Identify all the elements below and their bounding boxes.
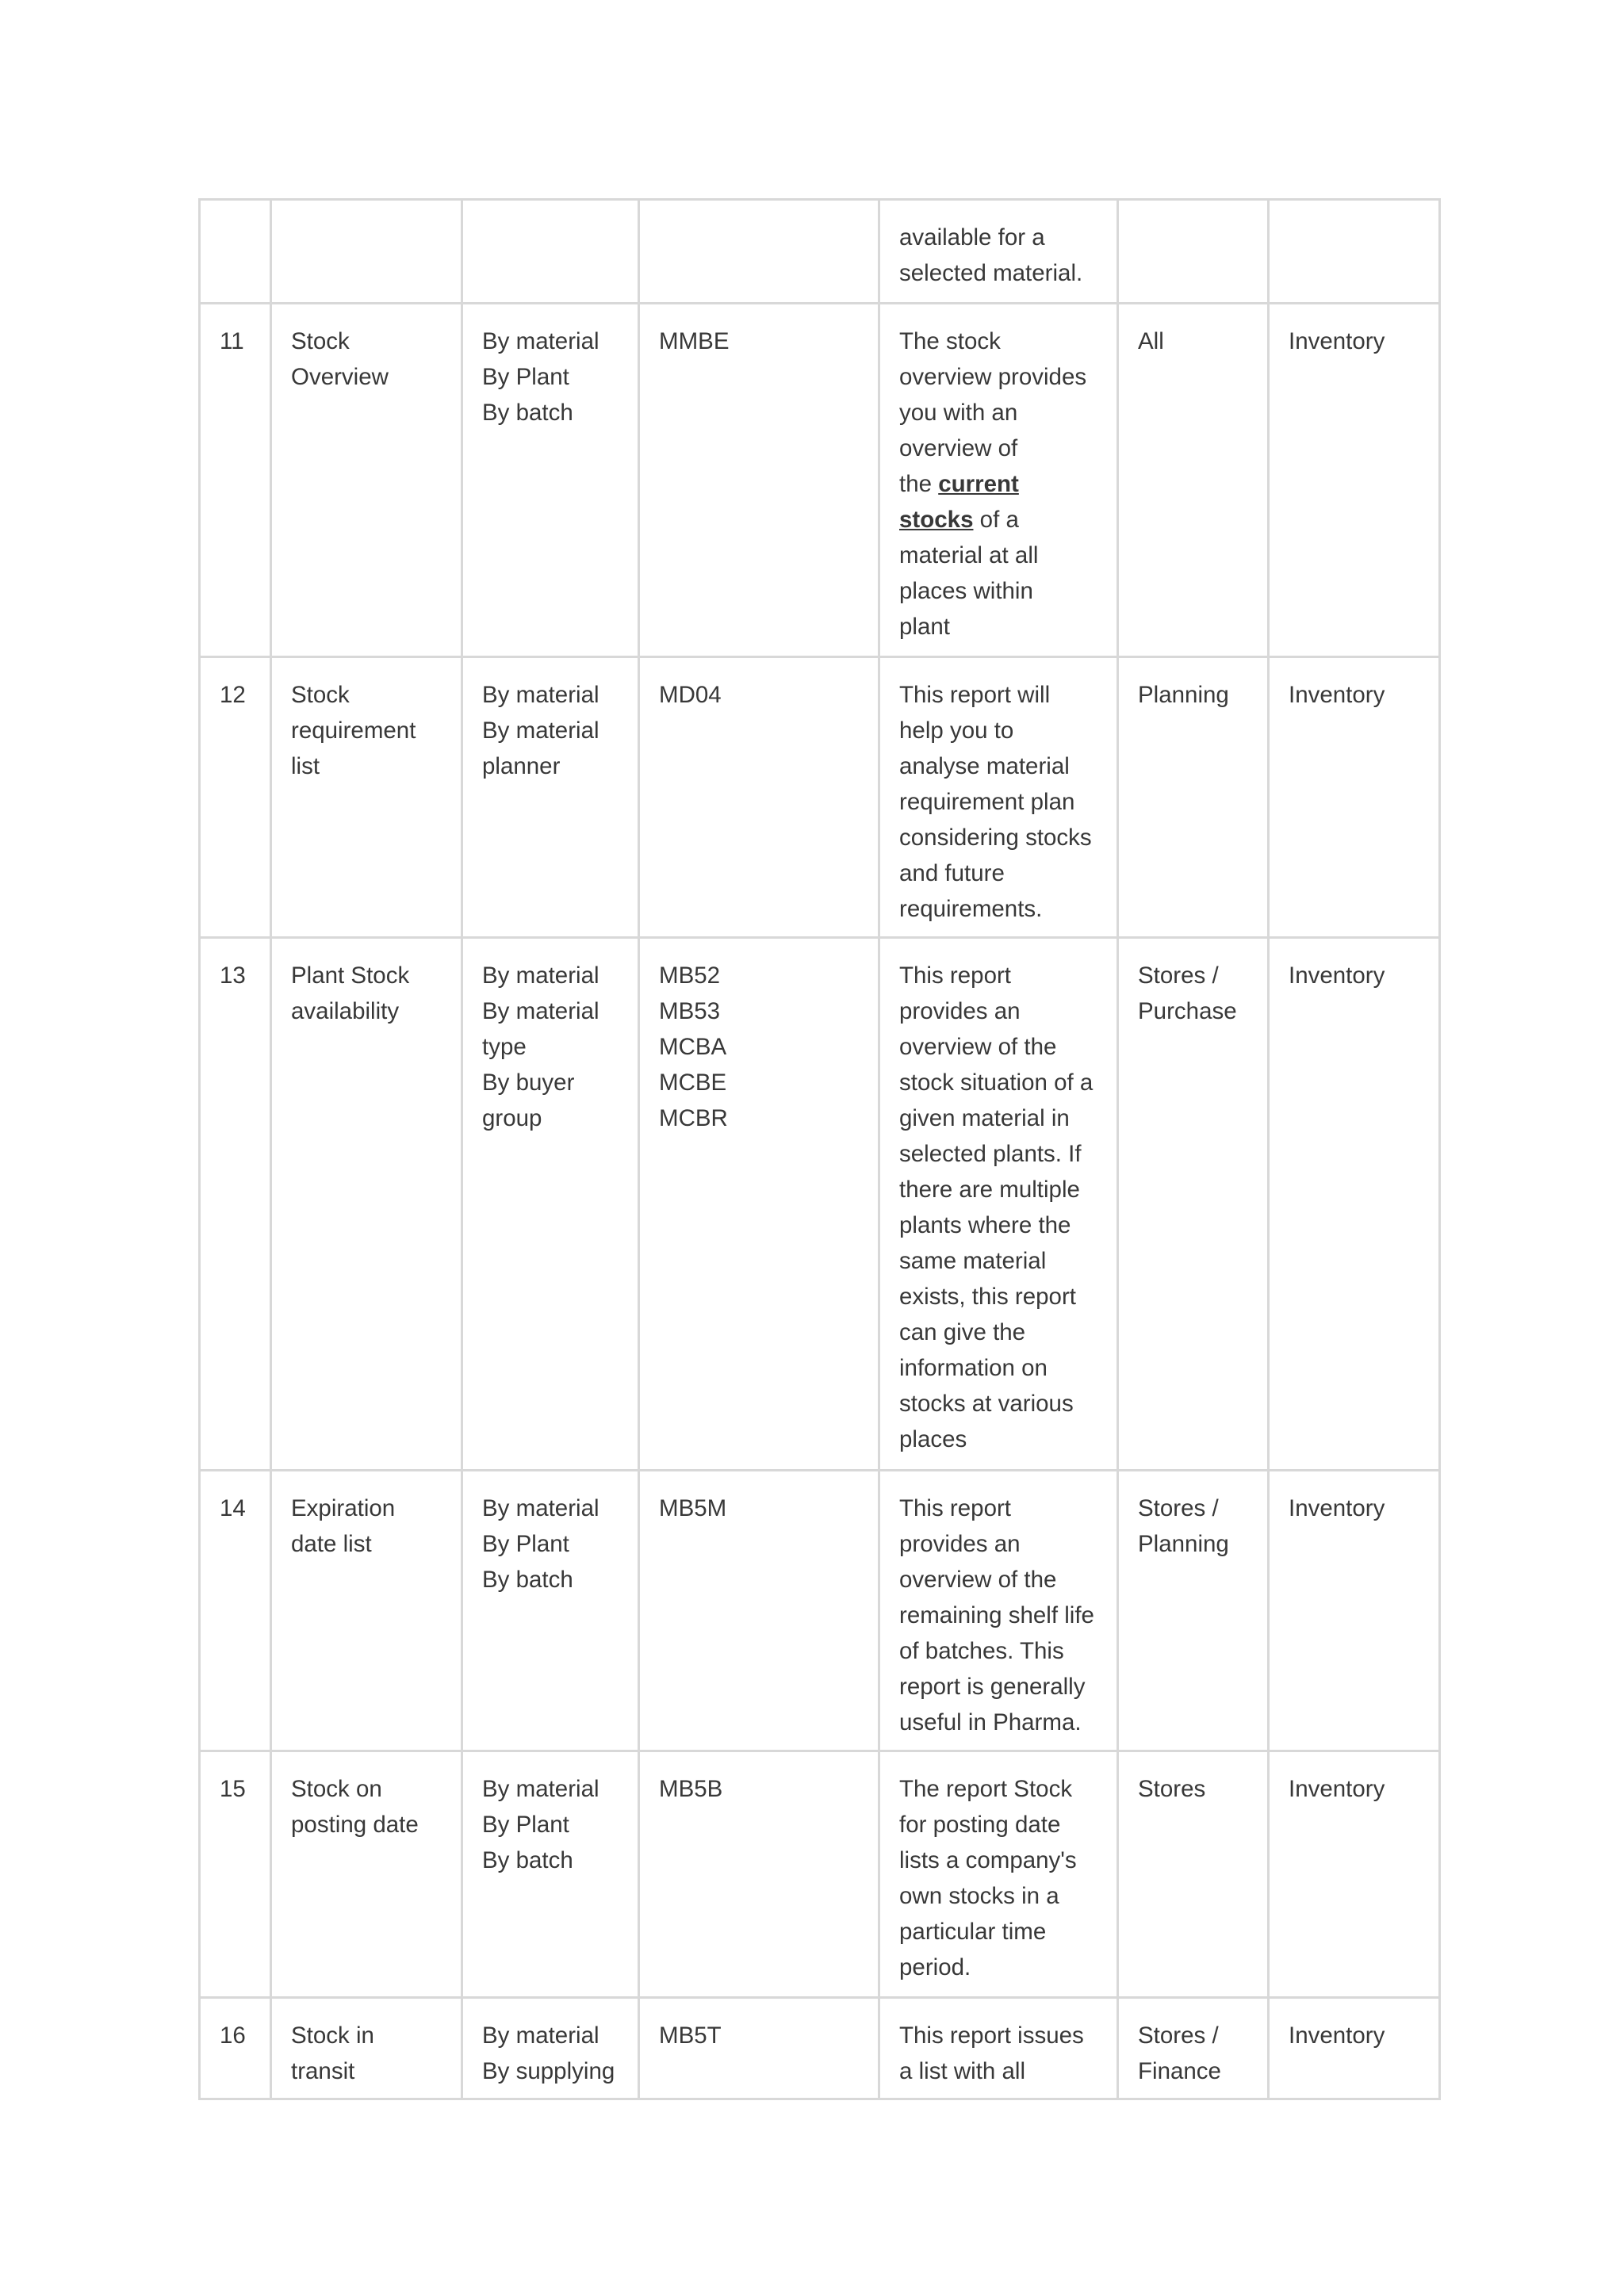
description-text: analyse material (899, 753, 1070, 779)
description-text: stock situation of a (899, 1070, 1094, 1096)
description-text: of a (973, 507, 1019, 533)
transaction-code-line: MB5M (659, 1495, 727, 1521)
row-number-cell (200, 1998, 271, 2099)
description-line (899, 1490, 1097, 1526)
row-number: 12 (220, 682, 246, 708)
description-text: provides an (899, 998, 1021, 1024)
transaction-code-line: MB5B (659, 1776, 723, 1802)
report-name-cell (271, 304, 462, 657)
description-text: remaining shelf life (899, 1602, 1094, 1628)
selection-criteria-cell (462, 1471, 639, 1751)
report-name-cell (271, 938, 462, 1471)
table-row (200, 304, 1440, 657)
description-text: and future (899, 860, 1005, 886)
description-line (899, 748, 1097, 784)
report-name-line: Stock on (291, 1776, 382, 1802)
description-line (899, 855, 1097, 891)
module-cell (1269, 657, 1440, 938)
description-line (899, 1136, 1097, 1172)
transaction-code-line: MB53 (659, 998, 721, 1024)
transaction-code-line: MCBA (659, 1034, 727, 1060)
description-line (899, 1314, 1097, 1350)
selection-criteria-line: By batch (482, 1847, 573, 1873)
description-line (899, 2053, 1097, 2089)
row-number-cell (200, 304, 271, 657)
description-text: requirements. (899, 896, 1043, 922)
description-text: This report (899, 1495, 1011, 1521)
selection-criteria-line: By Plant (482, 1531, 569, 1557)
description-line (899, 820, 1097, 855)
report-name-line: posting date (291, 1812, 419, 1838)
users-cell (1118, 938, 1269, 1471)
users-cell (1118, 657, 1269, 938)
description-text: you with an (899, 400, 1018, 426)
users-cell (1118, 1751, 1269, 1998)
row-number-cell (200, 1751, 271, 1998)
selection-criteria-line: By batch (482, 400, 573, 426)
description-line (899, 1633, 1097, 1669)
description-line (899, 466, 1097, 502)
selection-criteria-line: By batch (482, 1567, 573, 1593)
selection-criteria-line: By material (482, 1776, 599, 1802)
row-number: 14 (220, 1495, 246, 1521)
description-cell (879, 304, 1118, 657)
users-line: Purchase (1138, 998, 1237, 1024)
description-cell (879, 1751, 1118, 1998)
description-text: overview of (899, 435, 1018, 461)
report-name-line: Stock in (291, 2022, 374, 2049)
description-text: plant (899, 614, 950, 640)
module-line: Inventory (1289, 1495, 1385, 1521)
description-text: own stocks in a (899, 1883, 1059, 1909)
description-line (899, 993, 1097, 1029)
description-text: lists a company's (899, 1847, 1077, 1873)
selection-criteria-cell (462, 200, 639, 304)
description-line (899, 677, 1097, 713)
users-cell (1118, 200, 1269, 304)
selection-criteria-line: By material (482, 1495, 599, 1521)
description-line (899, 1243, 1097, 1279)
description-text: particular time (899, 1919, 1047, 1945)
description-line (899, 1172, 1097, 1207)
module-line: Inventory (1289, 328, 1385, 354)
selection-criteria-cell (462, 657, 639, 938)
description-text: requirement plan (899, 789, 1075, 815)
description-line (899, 395, 1097, 430)
description-line (899, 502, 1097, 538)
description-cell (879, 1998, 1118, 2099)
module-cell (1269, 304, 1440, 657)
module-line: Inventory (1289, 2022, 1385, 2049)
description-text: provides an (899, 1531, 1021, 1557)
users-line: Stores / (1138, 1495, 1219, 1521)
row-number-cell (200, 938, 271, 1471)
description-line (899, 1669, 1097, 1705)
description-line (899, 1843, 1097, 1878)
description-text: same material (899, 1248, 1047, 1274)
description-line (899, 958, 1097, 993)
report-name-line: requirement (291, 718, 416, 744)
users-line: All (1138, 328, 1164, 354)
description-line (899, 1771, 1097, 1807)
description-line (899, 323, 1097, 359)
table-row (200, 200, 1440, 304)
description-text: help you to (899, 718, 1014, 744)
description-cell (879, 938, 1118, 1471)
description-text: given material in (899, 1105, 1070, 1131)
table-row (200, 1998, 1440, 2099)
report-name-line: Overview (291, 364, 389, 390)
selection-criteria-cell (462, 1998, 639, 2099)
selection-criteria-cell (462, 1751, 639, 1998)
description-emphasis: current (938, 471, 1019, 497)
description-line (899, 1350, 1097, 1386)
users-line: Stores (1138, 1776, 1206, 1802)
row-number: 11 (220, 328, 244, 354)
selection-criteria-line: By Plant (482, 1812, 569, 1838)
table-body (200, 200, 1440, 2099)
row-number-cell (200, 1471, 271, 1751)
description-text: The stock (899, 328, 1001, 354)
selection-criteria-line: planner (482, 753, 561, 779)
description-line (899, 1878, 1097, 1914)
row-number-cell (200, 657, 271, 938)
selection-criteria-line: By Plant (482, 364, 569, 390)
description-line (899, 2018, 1097, 2053)
transaction-code-line: MD04 (659, 682, 722, 708)
selection-criteria-line: By material (482, 682, 599, 708)
description-text: This report will (899, 682, 1051, 708)
description-text: selected material. (899, 260, 1083, 286)
description-line (899, 784, 1097, 820)
description-text: stocks at various (899, 1391, 1074, 1417)
selection-criteria-line: By supplying (482, 2058, 615, 2084)
description-text: can give the (899, 1319, 1026, 1345)
description-line (899, 1914, 1097, 1950)
report-name-line: Plant Stock (291, 962, 410, 989)
table-row (200, 1471, 1440, 1751)
report-table (198, 198, 1441, 2100)
module-line: Inventory (1289, 682, 1385, 708)
transaction-code-line: MMBE (659, 328, 730, 354)
users-line: Stores / (1138, 962, 1219, 989)
description-line (899, 891, 1097, 927)
report-name-line: transit (291, 2058, 355, 2084)
report-name-line: Stock (291, 328, 350, 354)
table-row (200, 657, 1440, 938)
description-line (899, 430, 1097, 466)
report-name-cell (271, 657, 462, 938)
selection-criteria-line: By material (482, 2022, 599, 2049)
description-text: of batches. This (899, 1638, 1064, 1664)
description-line (899, 1562, 1097, 1598)
description-text: material at all (899, 542, 1039, 568)
transaction-code-line: MB5T (659, 2022, 722, 2049)
description-text: useful in Pharma. (899, 1709, 1082, 1735)
description-cell (879, 200, 1118, 304)
description-line (899, 609, 1097, 645)
description-line (899, 1100, 1097, 1136)
description-text: the (899, 471, 939, 497)
selection-criteria-line: By material (482, 998, 599, 1024)
description-text: period. (899, 1954, 971, 1980)
report-name-cell (271, 1998, 462, 2099)
selection-criteria-line: By buyer (482, 1070, 575, 1096)
transaction-code-cell (639, 200, 879, 304)
transaction-code-cell (639, 1751, 879, 1998)
description-text: selected plants. If (899, 1141, 1082, 1167)
description-text: overview provides (899, 364, 1087, 390)
users-cell (1118, 1998, 1269, 2099)
table-row (200, 938, 1440, 1471)
users-cell (1118, 304, 1269, 657)
transaction-code-line: MCBE (659, 1070, 727, 1096)
transaction-code-line: MCBR (659, 1105, 728, 1131)
description-text: places within (899, 578, 1033, 604)
users-cell (1118, 1471, 1269, 1751)
selection-criteria-cell (462, 304, 639, 657)
description-text: places (899, 1426, 967, 1452)
report-name-cell (271, 1471, 462, 1751)
description-line (899, 359, 1097, 395)
description-text: for posting date (899, 1812, 1061, 1838)
description-text: there are multiple (899, 1177, 1080, 1203)
description-line (899, 1526, 1097, 1562)
description-line (899, 1705, 1097, 1740)
selection-criteria-line: By material (482, 962, 599, 989)
selection-criteria-cell (462, 938, 639, 1471)
transaction-code-cell (639, 657, 879, 938)
description-cell (879, 657, 1118, 938)
description-line (899, 713, 1097, 748)
description-text: information on (899, 1355, 1048, 1381)
report-name-line: date list (291, 1531, 372, 1557)
transaction-code-cell (639, 1471, 879, 1751)
description-text: plants where the (899, 1212, 1071, 1238)
description-line (899, 255, 1097, 291)
description-text: considering stocks (899, 825, 1092, 851)
selection-criteria-line: By material (482, 328, 599, 354)
report-name-line: list (291, 753, 320, 779)
description-line (899, 1598, 1097, 1633)
description-text: overview of the (899, 1567, 1057, 1593)
description-line (899, 1422, 1097, 1457)
description-text: The report Stock (899, 1776, 1073, 1802)
description-text: exists, this report (899, 1284, 1076, 1310)
module-cell (1269, 1998, 1440, 2099)
users-line: Finance (1138, 2058, 1221, 2084)
module-line: Inventory (1289, 1776, 1385, 1802)
description-line (899, 1386, 1097, 1422)
row-number: 15 (220, 1776, 246, 1802)
report-name-cell (271, 1751, 462, 1998)
description-line (899, 573, 1097, 609)
row-number: 13 (220, 962, 246, 989)
transaction-code-cell (639, 938, 879, 1471)
transaction-code-cell (639, 304, 879, 657)
report-name-line: Stock (291, 682, 350, 708)
row-number-cell (200, 200, 271, 304)
description-line (899, 538, 1097, 573)
description-line (899, 1950, 1097, 1985)
description-text: overview of the (899, 1034, 1057, 1060)
transaction-code-cell (639, 1998, 879, 2099)
report-name-cell (271, 200, 462, 304)
description-text: report is generally (899, 1674, 1086, 1700)
module-cell (1269, 938, 1440, 1471)
module-cell (1269, 1751, 1440, 1998)
description-line (899, 1207, 1097, 1243)
selection-criteria-line: type (482, 1034, 527, 1060)
description-line (899, 1279, 1097, 1314)
report-name-line: availability (291, 998, 400, 1024)
module-cell (1269, 200, 1440, 304)
description-line (899, 1065, 1097, 1100)
transaction-code-line: MB52 (659, 962, 721, 989)
description-line (899, 1029, 1097, 1065)
description-line (899, 220, 1097, 255)
description-text: This report issues (899, 2022, 1084, 2049)
table-row (200, 1751, 1440, 1998)
module-cell (1269, 1471, 1440, 1751)
description-line (899, 1807, 1097, 1843)
description-text: available for a (899, 224, 1045, 251)
row-number: 16 (220, 2022, 246, 2049)
description-text: This report (899, 962, 1011, 989)
users-line: Planning (1138, 682, 1229, 708)
selection-criteria-line: group (482, 1105, 542, 1131)
users-line: Planning (1138, 1531, 1229, 1557)
description-emphasis: stocks (899, 507, 974, 533)
description-cell (879, 1471, 1118, 1751)
selection-criteria-line: By material (482, 718, 599, 744)
report-name-line: Expiration (291, 1495, 396, 1521)
users-line: Stores / (1138, 2022, 1219, 2049)
description-text: a list with all (899, 2058, 1026, 2084)
module-line: Inventory (1289, 962, 1385, 989)
